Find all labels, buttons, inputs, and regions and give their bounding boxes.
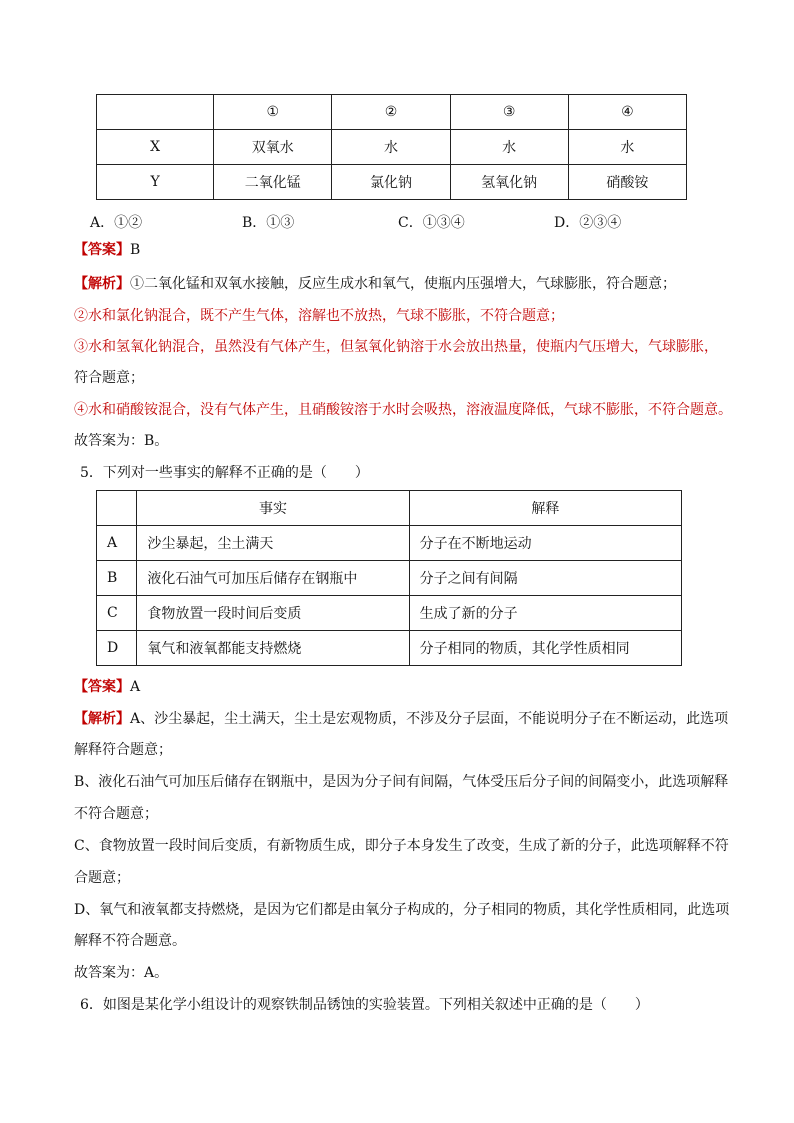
analysis-text: A、沙尘暴起，尘土满天，尘土是宏观物质，不涉及分子层面，不能说明分子在不断运动，此选项 — [130, 711, 729, 727]
table-cell: 分子之间有间隔 — [409, 561, 681, 596]
analysis-text: ①二氧化锰和双氧水接触，反应生成水和氧气，使瓶内压强增大，气球膨胀，符合题意； — [130, 276, 676, 292]
table-row — [97, 165, 687, 200]
analysis-line: C、食物放置一段时间后变质，有新物质生成，即分子本身发生了改变，生成了新的分子，此选项解释不符 — [74, 838, 729, 854]
table-row — [97, 631, 682, 666]
table-cell: 水 — [568, 130, 686, 165]
table-cell: 水 — [332, 130, 450, 165]
table-cell: 分子相同的物质，其化学性质相同 — [409, 631, 681, 666]
option-a: A．①② — [90, 215, 143, 231]
analysis-line — [74, 274, 676, 294]
question-6: 6．如图是某化学小组设计的观察铁制品锈蚀的实验装置。下列相关叙述中正确的是（ ） — [80, 997, 649, 1013]
table-cell: D — [97, 631, 137, 666]
table-cell: 沙尘暴起，尘土满天 — [137, 526, 409, 561]
table-cell: ④ — [568, 95, 686, 130]
table-cell: 氧气和液氧都能支持燃烧 — [137, 631, 409, 666]
table-cell: ① — [214, 95, 332, 130]
answer-value: A — [130, 679, 141, 695]
table-cell: 硝酸铵 — [568, 165, 686, 200]
analysis-line: 解释不符合题意。 — [74, 933, 186, 949]
analysis-line: ③水和氢氧化钠混合，虽然没有气体产生，但氢氧化钠溶于水会放出热量，使瓶内气压增大，气球膨胀， — [74, 339, 718, 355]
table-cell: 事实 — [137, 491, 409, 526]
table-cell: ② — [332, 95, 450, 130]
conclusion-line: 故答案为：A。 — [74, 965, 169, 981]
table-cell: X — [97, 130, 214, 165]
table-cell: C — [97, 596, 137, 631]
analysis-line: D、氧气和液氧都支持燃烧，是因为它们都是由氧分子构成的，分子相同的物质，其化学性质相同，此选项 — [74, 902, 730, 918]
table-cell: B — [97, 561, 137, 596]
analysis-line: 解释符合题意； — [74, 742, 172, 758]
analysis-line: 不符合题意； — [74, 806, 158, 822]
table-cell: 生成了新的分子 — [409, 596, 681, 631]
analysis-label: 【解析】 — [74, 276, 130, 292]
analysis-line: B、液化石油气可加压后储存在钢瓶中，是因为分子间有间隔，气体受压后分子间的间隔变小，此选项解释 — [74, 774, 729, 790]
table-row — [97, 130, 687, 165]
fact-table — [96, 490, 682, 666]
table-cell — [97, 95, 214, 130]
table-cell: A — [97, 526, 137, 561]
table-cell: 液化石油气可加压后储存在钢瓶中 — [137, 561, 409, 596]
table-row — [97, 491, 682, 526]
answer-line — [74, 677, 140, 697]
option-d: D．②③④ — [554, 215, 622, 231]
conclusion-line: 故答案为：B。 — [74, 433, 169, 449]
answer-label: 【答案】 — [74, 242, 130, 258]
table-cell: 解释 — [409, 491, 681, 526]
option-b: B．①③ — [242, 215, 295, 231]
question-5: 5．下列对一些事实的解释不正确的是（ ） — [80, 465, 369, 481]
table-cell: 氢氧化钠 — [450, 165, 568, 200]
analysis-label: 【解析】 — [74, 711, 130, 727]
analysis-line: 合题意； — [74, 870, 130, 886]
table-row — [97, 561, 682, 596]
table-row — [97, 95, 687, 130]
answer-value: B — [130, 242, 141, 258]
table-cell: 分子在不断地运动 — [409, 526, 681, 561]
analysis-line: ④水和硝酸铵混合，没有气体产生，且硝酸铵溶于水时会吸热，溶液温度降低，气球不膨胀，不符合题意。 — [74, 402, 732, 418]
analysis-line: ②水和氯化钠混合，既不产生气体，溶解也不放热，气球不膨胀，不符合题意； — [74, 308, 564, 324]
table-cell: Y — [97, 165, 214, 200]
table-row — [97, 526, 682, 561]
table-cell: 氯化钠 — [332, 165, 450, 200]
table-row — [97, 596, 682, 631]
table-cell: ③ — [450, 95, 568, 130]
table-cell: 二氧化锰 — [214, 165, 332, 200]
table-cell: 水 — [450, 130, 568, 165]
analysis-line — [74, 709, 728, 729]
analysis-line: 符合题意； — [74, 370, 144, 386]
answer-label: 【答案】 — [74, 679, 130, 695]
table-cell: 双氧水 — [214, 130, 332, 165]
option-c: C．①③④ — [398, 215, 465, 231]
answer-line — [74, 240, 140, 260]
table-cell — [97, 491, 137, 526]
table-cell: 食物放置一段时间后变质 — [137, 596, 409, 631]
reagent-table — [96, 94, 687, 200]
